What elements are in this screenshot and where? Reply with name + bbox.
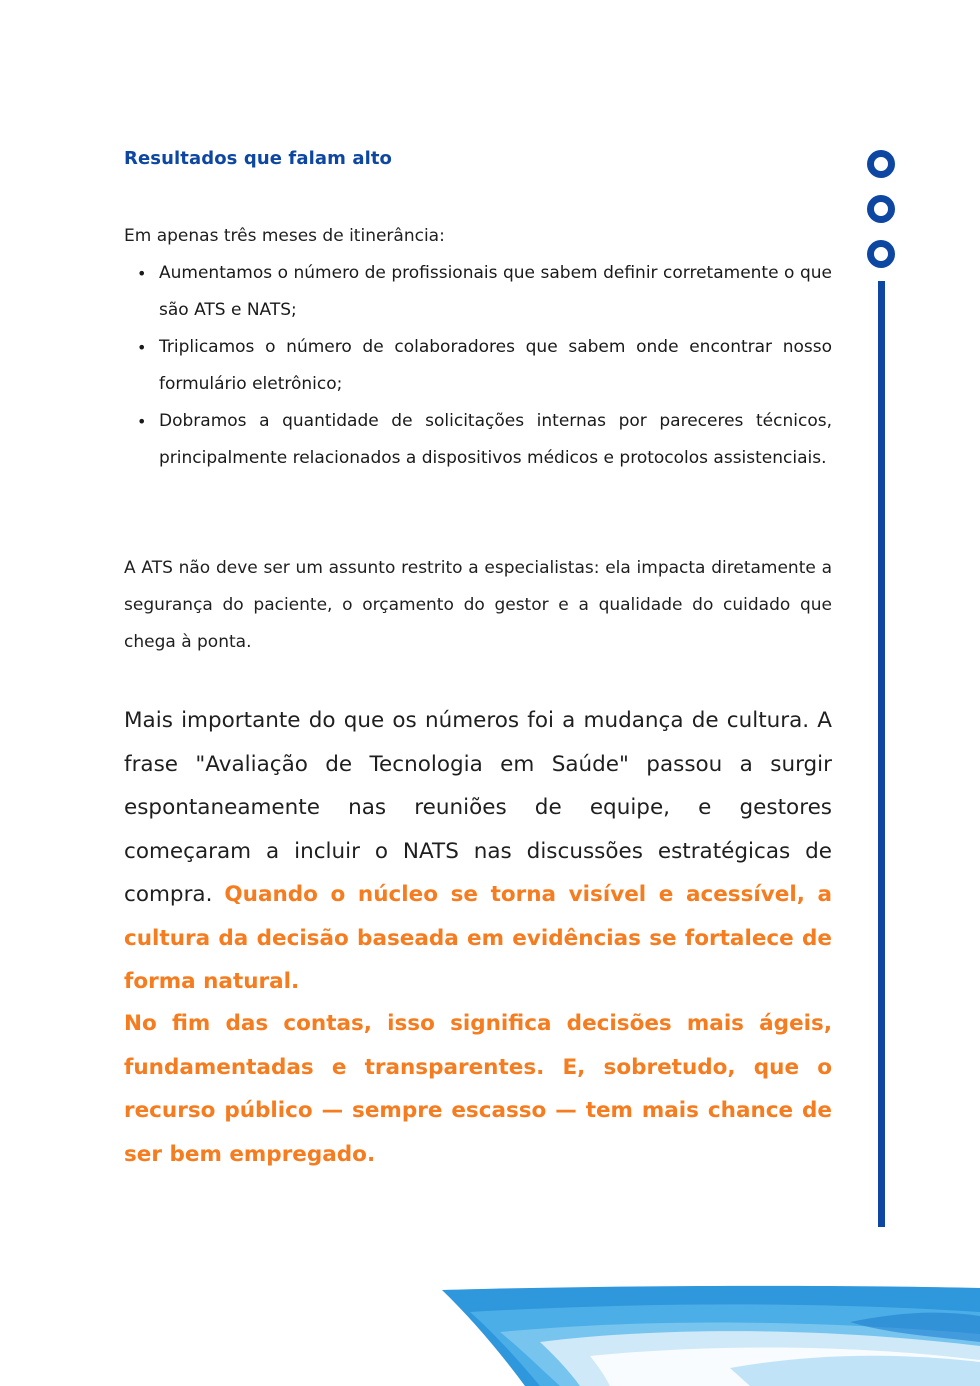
list-item <box>137 329 832 403</box>
wave-decoration <box>430 1282 980 1386</box>
bullet-icon: • <box>137 338 147 357</box>
ats-paragraph: A ATS não deve ser um assunto restrito a especialistas: ela impacta diretamente a segurança do paciente, o orçamento do gestor e a qualidade do cuidado que chega à ponta. <box>124 558 832 652</box>
culture-highlight: Quando o núcleo se torna visível e acessível, a cultura da decisão baseada em evidências se fortalece de forma natural. <box>124 882 832 994</box>
intro-text: Em apenas três meses de itinerância: <box>124 226 445 246</box>
section-heading: Resultados que falam alto <box>124 148 393 169</box>
vertical-rule <box>878 281 885 1227</box>
list-item-text: Aumentamos o número de profissionais que sabem definir corretamente o que são ATS e NATS; <box>159 263 832 320</box>
culture-text: Mais importante do que os números foi a mudança de cultura. A frase "Avaliação de Tecnologia em Saúde" passou a surgir espontaneamente nas reuniões de equipe, e gestores começaram a incluir o NATS nas discussões estratégicas de compra. <box>124 708 832 907</box>
bullet-icon: • <box>137 412 147 431</box>
results-list <box>124 255 832 477</box>
ring-icon <box>867 150 895 178</box>
ring-icon <box>867 240 895 268</box>
list-item <box>137 403 832 477</box>
culture-paragraph <box>124 699 832 1004</box>
list-item <box>137 255 832 329</box>
conclusion-paragraph: No fim das contas, isso significa decisões mais ágeis, fundamentadas e transparentes. E, sobretudo, que o recurso público — sempre escasso — tem mais chance de ser bem empregado. <box>124 1011 832 1167</box>
ring-icon <box>867 195 895 223</box>
list-item-text: Dobramos a quantidade de solicitações internas por pareceres técnicos, principalmente relacionados a dispositivos médicos e protocolos assistenciais. <box>159 411 832 468</box>
bullet-icon: • <box>137 264 147 283</box>
list-item-text: Triplicamos o número de colaboradores que sabem onde encontrar nosso formulário eletrônico; <box>159 337 832 394</box>
